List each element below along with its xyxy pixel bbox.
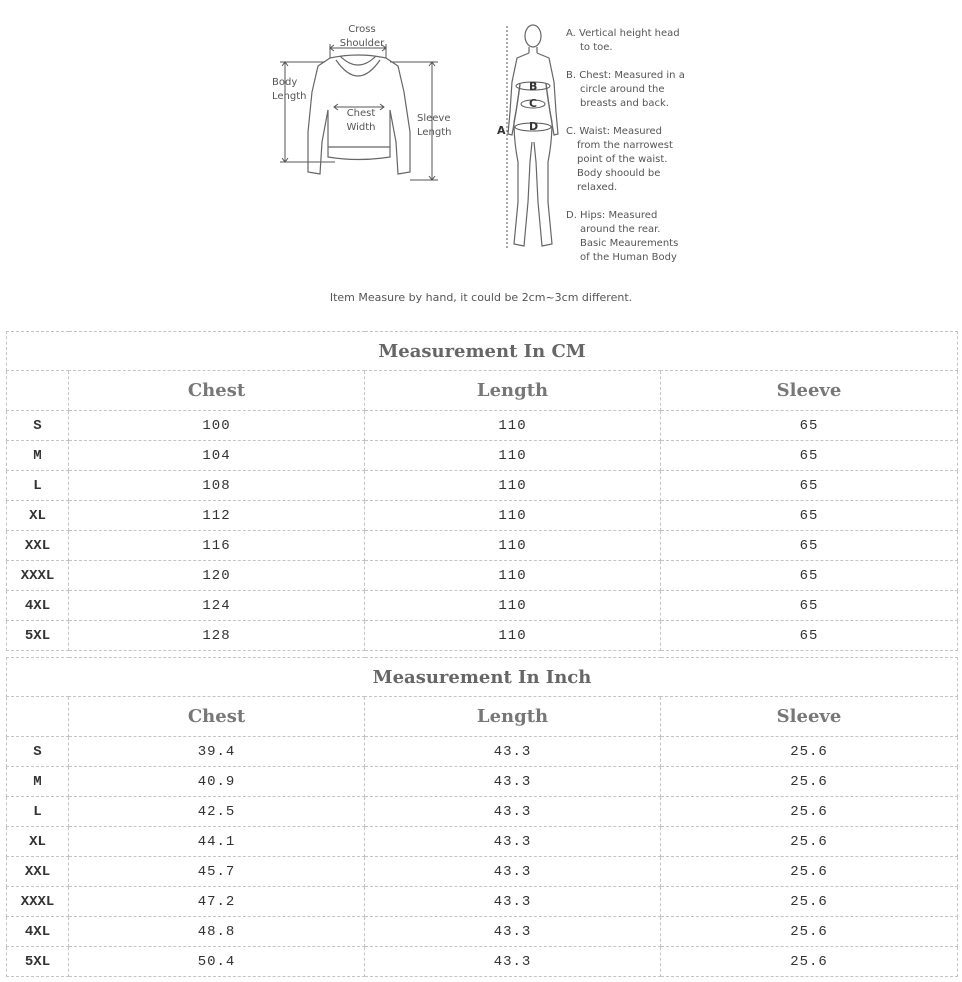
size-cell: XL <box>7 501 69 531</box>
table-row <box>7 917 958 947</box>
table-row <box>7 591 958 621</box>
length-cell: 110 <box>365 561 661 591</box>
sleeve-cell: 65 <box>661 561 958 591</box>
table-row <box>7 767 958 797</box>
chest-cell: 108 <box>69 471 365 501</box>
sleeve-cell: 25.6 <box>661 797 958 827</box>
length-cell: 43.3 <box>365 917 661 947</box>
size-cell: XL <box>7 827 69 857</box>
size-cell: 4XL <box>7 917 69 947</box>
chest-cell: 47.2 <box>69 887 365 917</box>
sleeve-cell: 65 <box>661 411 958 441</box>
length-cell: 43.3 <box>365 737 661 767</box>
sleeve-cell: 25.6 <box>661 887 958 917</box>
body-note-c: C. Waist: Measured from the narrowest point of the waist. Body shoould be relaxed. <box>566 126 673 193</box>
col-header-size <box>7 697 69 737</box>
chest-cell: 45.7 <box>69 857 365 887</box>
sleeve-length-label: Sleeve Length <box>417 113 452 138</box>
size-table-cm <box>6 331 958 651</box>
col-header-size <box>7 371 69 411</box>
chest-cell: 112 <box>69 501 365 531</box>
body-note-a: A. Vertical height head to toe. <box>566 28 680 53</box>
size-cell: XXL <box>7 531 69 561</box>
cross-shoulder-label: Cross Shoulder <box>339 24 385 49</box>
sleeve-cell: 65 <box>661 531 958 561</box>
size-cell: L <box>7 471 69 501</box>
table-row <box>7 411 958 441</box>
chest-cell: 42.5 <box>69 797 365 827</box>
size-cell: 5XL <box>7 947 69 977</box>
chest-width-label: Chest Width <box>346 108 376 133</box>
sleeve-cell: 65 <box>661 471 958 501</box>
table-row <box>7 531 958 561</box>
col-header-chest: Chest <box>69 697 365 737</box>
size-cell: L <box>7 797 69 827</box>
length-cell: 43.3 <box>365 887 661 917</box>
length-cell: 43.3 <box>365 827 661 857</box>
chest-cell: 104 <box>69 441 365 471</box>
chest-cell: 48.8 <box>69 917 365 947</box>
chest-cell: 39.4 <box>69 737 365 767</box>
sleeve-cell: 25.6 <box>661 917 958 947</box>
table-row <box>7 441 958 471</box>
table-row <box>7 561 958 591</box>
col-header-chest: Chest <box>69 371 365 411</box>
sleeve-cell: 65 <box>661 591 958 621</box>
size-cell: 5XL <box>7 621 69 651</box>
length-cell: 110 <box>365 621 661 651</box>
length-cell: 43.3 <box>365 767 661 797</box>
body-length-label: Body Length <box>272 77 307 102</box>
length-cell: 110 <box>365 471 661 501</box>
length-cell: 43.3 <box>365 797 661 827</box>
chest-cell: 50.4 <box>69 947 365 977</box>
sleeve-cell: 65 <box>661 621 958 651</box>
size-cell: M <box>7 767 69 797</box>
body-letter-d: D <box>529 120 539 133</box>
chest-cell: 116 <box>69 531 365 561</box>
length-cell: 110 <box>365 531 661 561</box>
size-cell: M <box>7 441 69 471</box>
table-row <box>7 947 958 977</box>
sleeve-cell: 65 <box>661 441 958 471</box>
length-cell: 43.3 <box>365 947 661 977</box>
table-row <box>7 471 958 501</box>
table-row <box>7 797 958 827</box>
length-cell: 43.3 <box>365 857 661 887</box>
table-row <box>7 621 958 651</box>
table-row <box>7 887 958 917</box>
sleeve-cell: 25.6 <box>661 827 958 857</box>
sleeve-cell: 25.6 <box>661 947 958 977</box>
chest-cell: 124 <box>69 591 365 621</box>
chest-cell: 40.9 <box>69 767 365 797</box>
chest-cell: 128 <box>69 621 365 651</box>
body-note-b: B. Chest: Measured in a circle around the breasts and back. <box>566 70 685 109</box>
col-header-length: Length <box>365 697 661 737</box>
body-figure-diagram <box>500 22 560 254</box>
length-cell: 110 <box>365 501 661 531</box>
size-cell: XXL <box>7 857 69 887</box>
table-title-cm: Measurement In CM <box>7 332 958 371</box>
col-header-sleeve: Sleeve <box>661 697 958 737</box>
sleeve-cell: 25.6 <box>661 767 958 797</box>
size-cell: XXXL <box>7 887 69 917</box>
col-header-length: Length <box>365 371 661 411</box>
sleeve-cell: 25.6 <box>661 737 958 767</box>
measurement-diagrams <box>0 0 962 290</box>
size-table-inch <box>6 657 958 977</box>
col-header-sleeve: Sleeve <box>661 371 958 411</box>
chest-cell: 44.1 <box>69 827 365 857</box>
sleeve-cell: 65 <box>661 501 958 531</box>
size-cell: 4XL <box>7 591 69 621</box>
table-title-inch: Measurement In Inch <box>7 658 958 697</box>
size-cell: S <box>7 411 69 441</box>
size-cell: XXXL <box>7 561 69 591</box>
table-row <box>7 827 958 857</box>
table-row <box>7 737 958 767</box>
body-letter-c: C <box>529 97 538 110</box>
chest-cell: 100 <box>69 411 365 441</box>
length-cell: 110 <box>365 591 661 621</box>
body-letter-a: A <box>497 124 506 137</box>
table-row <box>7 501 958 531</box>
body-note-d: D. Hips: Measured around the rear. Basic Meaurements of the Human Body <box>566 210 679 263</box>
table-row <box>7 857 958 887</box>
size-cell: S <box>7 737 69 767</box>
length-cell: 110 <box>365 441 661 471</box>
chest-cell: 120 <box>69 561 365 591</box>
measurement-note: Item Measure by hand, it could be 2cm~3cm different. <box>329 291 633 304</box>
sleeve-cell: 25.6 <box>661 857 958 887</box>
length-cell: 110 <box>365 411 661 441</box>
body-letter-b: B <box>529 80 538 93</box>
